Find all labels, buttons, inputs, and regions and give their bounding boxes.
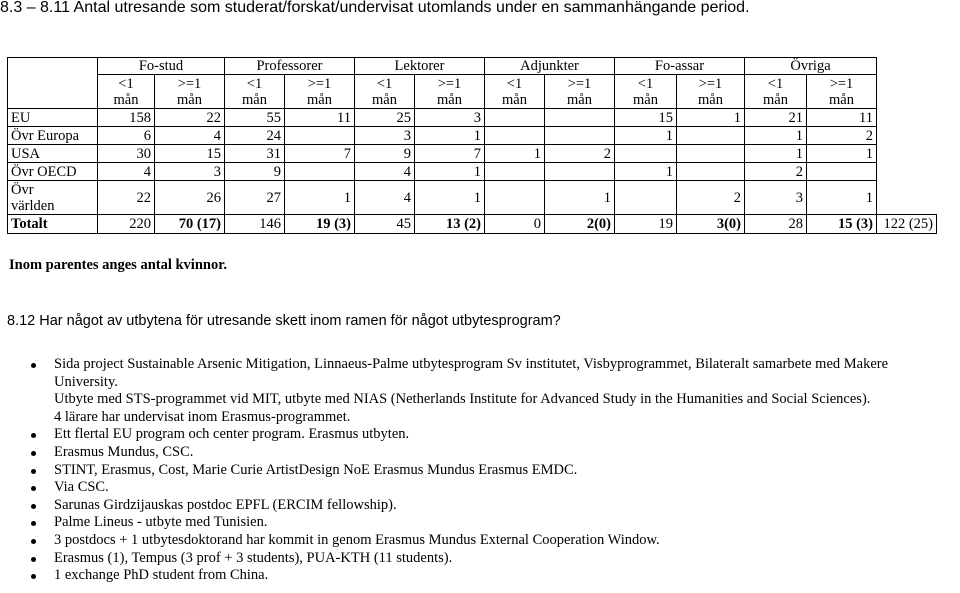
duration-header-ge: >=1 mån <box>155 75 225 109</box>
group-header: Adjunkter <box>485 58 615 75</box>
table-cell: 26 <box>155 181 225 215</box>
list-item-text: STINT, Erasmus, Cost, Marie Curie ArtistDesign NoE Erasmus Mundus Erasmus EMDC. <box>54 461 578 478</box>
table-cell: 15 <box>155 145 225 163</box>
table-cell <box>485 109 545 127</box>
total-cell: 146 <box>225 215 285 234</box>
table-cell: 1 <box>415 163 485 181</box>
table-cell: 1 <box>415 181 485 215</box>
table-cell: 4 <box>355 163 415 181</box>
list-item <box>31 391 936 409</box>
table-row <box>8 109 937 127</box>
table-row <box>8 127 937 145</box>
table-cell <box>545 163 615 181</box>
row-label: Övr världen <box>8 181 98 215</box>
total-cell: 220 <box>98 215 155 234</box>
table-cell: 1 <box>485 145 545 163</box>
bullet-icon <box>31 451 36 456</box>
duration-header-lt: <1 mån <box>355 75 415 109</box>
row-label: USA <box>8 145 98 163</box>
table-cell: 1 <box>745 127 807 145</box>
section-heading-8-12: 8.12 Har något av utbytena för utresande skett inom ramen för något utbytesprogram? <box>7 313 561 329</box>
table-cell <box>615 145 677 163</box>
group-header: Lektorer <box>355 58 485 75</box>
table-cell: 2 <box>545 145 615 163</box>
list-item-text: Via CSC. <box>54 479 109 496</box>
list-item <box>31 479 936 497</box>
table-cell: 1 <box>415 127 485 145</box>
bullet-icon <box>31 557 36 562</box>
table-cell: 1 <box>545 181 615 215</box>
table-cell: 11 <box>807 109 877 127</box>
table-row <box>8 163 937 181</box>
table-cell: 4 <box>155 127 225 145</box>
table-cell: 7 <box>285 145 355 163</box>
table-empty-cell <box>877 181 937 215</box>
list-item-text: 4 lärare har undervisat inom Erasmus-programmet. <box>54 408 351 425</box>
table-cell: 1 <box>615 127 677 145</box>
table-cell: 2 <box>745 163 807 181</box>
table-cell: 158 <box>98 109 155 127</box>
list-item <box>31 550 936 568</box>
group-header: Fo-stud <box>98 58 225 75</box>
total-cell: 45 <box>355 215 415 234</box>
table-cell <box>285 127 355 145</box>
table-cell: 4 <box>98 163 155 181</box>
table-cell <box>545 109 615 127</box>
total-cell: 19 <box>615 215 677 234</box>
table-cell: 22 <box>98 181 155 215</box>
table-total-row <box>8 215 937 234</box>
total-cell: 122 (25) <box>877 215 937 234</box>
table-cell: 1 <box>807 145 877 163</box>
table-empty-cell <box>877 145 937 163</box>
bullet-icon <box>31 486 36 491</box>
table-cell <box>485 127 545 145</box>
table-cell: 1 <box>615 163 677 181</box>
table-cell: 9 <box>225 163 285 181</box>
bullet-icon <box>31 504 36 509</box>
table-cell: 31 <box>225 145 285 163</box>
section-heading-8-3: 8.3 – 8.11 Antal utresande som studerat/forskat/undervisat utomlands under en sammanhängande period. <box>0 0 750 16</box>
row-label: Övr Europa <box>8 127 98 145</box>
table-cell <box>485 181 545 215</box>
duration-header-ge: >=1 mån <box>415 75 485 109</box>
table-empty-header-cell <box>877 58 937 109</box>
group-header: Fo-assar <box>615 58 745 75</box>
program-list <box>31 356 936 585</box>
total-cell: 13 (2) <box>415 215 485 234</box>
total-label: Totalt <box>8 215 98 234</box>
list-item <box>31 409 936 427</box>
table-cell: 3 <box>355 127 415 145</box>
footnote-women: Inom parentes anges antal kvinnor. <box>9 257 227 273</box>
table-cell <box>677 145 745 163</box>
table-cell: 9 <box>355 145 415 163</box>
table-cell: 11 <box>285 109 355 127</box>
bullet-icon <box>31 469 36 474</box>
row-label: Övr OECD <box>8 163 98 181</box>
total-cell: 2(0) <box>545 215 615 234</box>
list-item <box>31 356 936 391</box>
list-item <box>31 514 936 532</box>
list-item-text: Ett flertal EU program och center program. Erasmus utbyten. <box>54 426 410 443</box>
table-empty-cell <box>877 109 937 127</box>
duration-header-ge: >=1 mån <box>807 75 877 109</box>
table-cell: 1 <box>807 181 877 215</box>
table-cell: 7 <box>415 145 485 163</box>
total-cell: 19 (3) <box>285 215 355 234</box>
list-item-text: Utbyte med STS-programmet vid MIT, utbyte med NIAS (Netherlands Institute for Advanced Study in the Humanities and Social Sciences). <box>54 391 871 408</box>
group-header: Professorer <box>225 58 355 75</box>
bullet-icon <box>31 433 36 438</box>
duration-header-lt: <1 mån <box>225 75 285 109</box>
table-cell <box>545 127 615 145</box>
duration-header-lt: <1 mån <box>98 75 155 109</box>
list-item <box>31 462 936 480</box>
table-cell: 24 <box>225 127 285 145</box>
bullet-icon <box>31 574 36 579</box>
table-empty-cell <box>877 127 937 145</box>
list-item <box>31 532 936 550</box>
total-cell: 15 (3) <box>807 215 877 234</box>
duration-header-lt: <1 mån <box>485 75 545 109</box>
list-item <box>31 567 936 585</box>
list-item-text: Erasmus (1), Tempus (3 prof + 3 students), PUA-KTH (11 students). <box>54 549 453 566</box>
table-cell <box>677 163 745 181</box>
bullet-icon <box>31 363 36 368</box>
list-item <box>31 497 936 515</box>
total-cell: 3(0) <box>677 215 745 234</box>
table-cell: 15 <box>615 109 677 127</box>
table-cell: 3 <box>155 163 225 181</box>
table-cell <box>615 181 677 215</box>
table-cell: 22 <box>155 109 225 127</box>
table-cell <box>285 163 355 181</box>
list-item-text: 1 exchange PhD student from China. <box>54 567 269 584</box>
exchange-table <box>7 57 937 234</box>
duration-header-ge: >=1 mån <box>677 75 745 109</box>
list-item <box>31 426 936 444</box>
table-cell: 55 <box>225 109 285 127</box>
table-cell: 3 <box>745 181 807 215</box>
table-cell: 30 <box>98 145 155 163</box>
list-item-text: 3 postdocs + 1 utbytesdoktorand har kommit in genom Erasmus Mundus External Cooperation Window. <box>54 531 660 548</box>
table-cell: 3 <box>415 109 485 127</box>
table-cell <box>807 163 877 181</box>
table-cell: 4 <box>355 181 415 215</box>
table-cell: 2 <box>807 127 877 145</box>
bullet-icon <box>31 539 36 544</box>
list-item-text: Sarunas Girdzijauskas postdoc EPFL (ERCIM fellowship). <box>54 496 397 513</box>
bullet-icon <box>31 521 36 526</box>
table-cell: 1 <box>745 145 807 163</box>
table-cell: 1 <box>285 181 355 215</box>
table-cell <box>485 163 545 181</box>
list-item-text: Erasmus Mundus, CSC. <box>54 443 194 460</box>
table-corner-cell <box>8 58 98 109</box>
table-cell: 2 <box>677 181 745 215</box>
table-cell: 1 <box>677 109 745 127</box>
list-item <box>31 444 936 462</box>
total-cell: 28 <box>745 215 807 234</box>
table-cell: 25 <box>355 109 415 127</box>
table-empty-cell <box>877 163 937 181</box>
table-row <box>8 145 937 163</box>
row-label: EU <box>8 109 98 127</box>
table-cell: 21 <box>745 109 807 127</box>
table-cell: 6 <box>98 127 155 145</box>
table-header-durations <box>8 75 937 109</box>
group-header: Övriga <box>745 58 877 75</box>
total-cell: 70 (17) <box>155 215 225 234</box>
table-row <box>8 181 937 215</box>
duration-header-ge: >=1 mån <box>545 75 615 109</box>
table-header-groups <box>8 58 937 75</box>
table-cell: 27 <box>225 181 285 215</box>
table-cell <box>677 127 745 145</box>
duration-header-lt: <1 mån <box>745 75 807 109</box>
list-item-text: Palme Lineus - utbyte med Tunisien. <box>54 514 268 531</box>
total-cell: 0 <box>485 215 545 234</box>
duration-header-ge: >=1 mån <box>285 75 355 109</box>
duration-header-lt: <1 mån <box>615 75 677 109</box>
list-item-text: Sida project Sustainable Arsenic Mitigation, Linnaeus-Palme utbytesprogram Sv institutet, Visbyprogrammet, Bilateralt samarbete med Makere University. <box>54 356 889 390</box>
